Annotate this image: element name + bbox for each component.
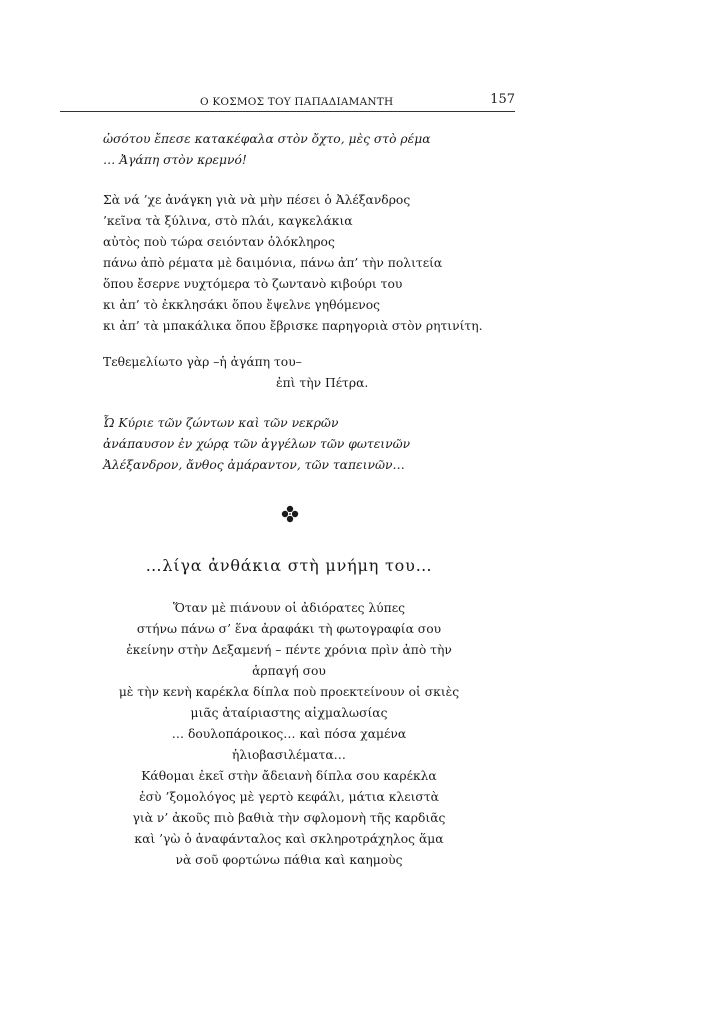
verse-line: ἡλιοβασιλέματα… (232, 748, 346, 762)
verse-line: κι ἀπ’ τὰ μπακάλικα ὅπου ἔβρισκε παρηγοριὰ στὸν ρητινίτη. (103, 319, 483, 333)
verse-line: Ὅταν μὲ πιάνουν οἱ ἀδιόρατες λύπες (173, 601, 405, 615)
verse-line: πάνω ἀπὸ ρέματα μὲ δαιμόνια, πάνω ἀπ’ τὴν πολιτεία (103, 256, 443, 270)
verse-line: ἀνάπαυσον ἐν χώρᾳ τῶν ἀγγέλων τῶν φωτεινῶν (103, 437, 411, 451)
verse-line: ἐκείνην στὴν Δεξαμενή – πέντε χρόνια πρὶν ἀπὸ τὴν (126, 643, 452, 657)
section-title: …λίγα ἀνθάκια στὴ μνήμη του… (145, 556, 433, 575)
verse-line: νὰ σοῦ φορτώνω πάθια καὶ καημοὺς (175, 853, 403, 867)
page-number: 157 (490, 92, 515, 107)
verse-line: αὐτὸς ποὺ τώρα σειόνταν ὁλόκληρος (103, 235, 335, 249)
running-head-title: Ο ΚΟΣΜΟΣ ΤΟΥ ΠΑΠΑΔΙΑΜΑΝΤΗ (200, 96, 394, 108)
verse-line: Τεθεμελίωτο γὰρ –ἡ ἀγάπη του– (103, 355, 302, 369)
verse-line: Σὰ νά ’χε ἀνάγκη γιὰ νὰ μὴν πέσει ὁ Ἀλέξανδρος (103, 193, 411, 207)
verse-line: … δουλοπάροικος… καὶ πόσα χαμένα (171, 727, 407, 741)
verse-line: ὅπου ἔσερνε νυχτόμερα τὸ ζωντανὸ κιβούρι του (103, 277, 403, 291)
flower-ornament-icon (281, 505, 299, 523)
verse-line: γιὰ ν’ ἀκοῦς πιὸ βαθιὰ τὴν σφλομονὴ τῆς καρδιᾶς (132, 811, 446, 825)
verse-line: ἐπὶ τὴν Πέτρα. (276, 376, 369, 390)
header-rule (60, 111, 515, 112)
verse-line: Ἀλέξανδρον, ἄνθος ἀμάραντον, τῶν ταπεινῶν… (103, 458, 405, 472)
verse-line: ’κεῖνα τὰ ξύλινα, στὸ πλάι, καγκελάκια (103, 214, 353, 228)
verse-line: ὡσότου ἔπεσε κατακέφαλα στὸν ὄχτο, μὲς στὸ ρέμα (103, 132, 431, 146)
verse-line: ἁρπαγή σου (252, 664, 326, 678)
verse-line: … Ἀγάπη στὸν κρεμνό! (103, 153, 247, 167)
verse-line: ἐσὺ ’ξομολόγος μὲ γερτὸ κεφάλι, μάτια κλειστὰ (139, 790, 439, 804)
verse-line: Κάθομαι ἐκεῖ στὴν ἄδειανὴ δίπλα σου καρέκλα (141, 769, 437, 783)
verse-line: κι ἀπ’ τὸ ἐκκλησάκι ὅπου ἔψελνε γηθόμενος (103, 298, 381, 312)
verse-line: Ὦ Κύριε τῶν ζώντων καὶ τῶν νεκρῶν (103, 416, 339, 430)
running-head (60, 92, 515, 112)
verse-line: καὶ ’γὼ ὁ ἀναφάνταλος καὶ σκληροτράχηλος ἅμα (134, 832, 444, 846)
verse-line: μιᾶς ἀταίριαστης αἰχμαλωσίας (190, 706, 388, 720)
verse-line: μὲ τὴν κενὴ καρέκλα δίπλα ποὺ προεκτείνουν οἱ σκιὲς (118, 685, 460, 699)
verse-line: στήνω πάνω σ’ ἕνα ἀραφάκι τὴ φωτογραφία σου (136, 622, 442, 636)
